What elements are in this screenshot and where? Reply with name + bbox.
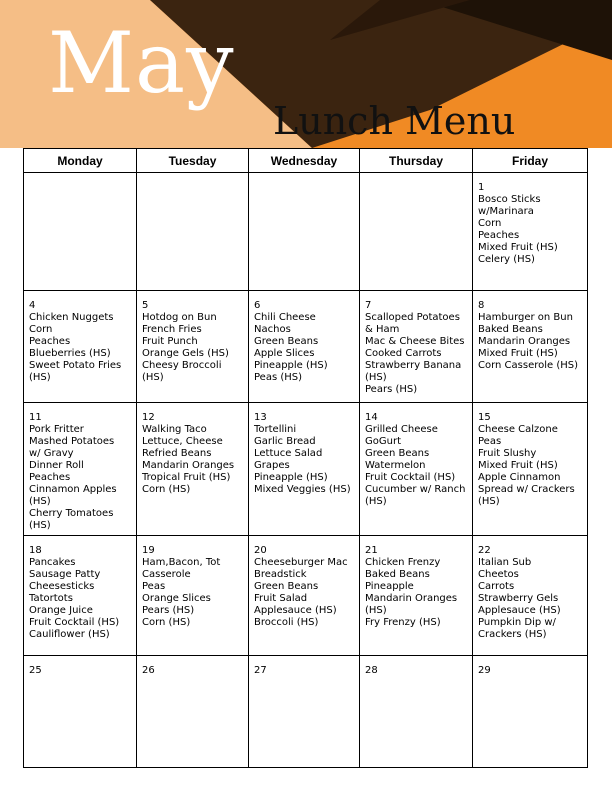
menu-item: Cinnamon Apples (29, 484, 117, 495)
menu-item: (HS) (365, 372, 387, 383)
day-cell (249, 536, 360, 656)
menu-item: Pineapple (365, 581, 414, 592)
menu-item: Spread w/ Crackers (478, 484, 575, 495)
menu-item: (HS) (365, 496, 387, 507)
day-cell (24, 173, 137, 291)
menu-item: Crackers (HS) (478, 629, 547, 640)
weekday-header-friday: Friday (473, 149, 587, 173)
lunch-calendar (23, 148, 588, 768)
menu-item: Pancakes (29, 557, 76, 568)
menu-item: Mixed Fruit (HS) (478, 242, 558, 253)
menu-item: Watermelon (365, 460, 426, 471)
menu-item: Mac & Cheese Bites (365, 336, 465, 347)
day-cell (473, 656, 587, 767)
menu-item: Cheeseburger Mac (254, 557, 348, 568)
menu-item: Pineapple (HS) (254, 472, 328, 483)
menu-item: Mandarin Oranges (142, 460, 235, 471)
menu-item: Mashed Potatoes (29, 436, 115, 447)
day-cell (137, 291, 249, 403)
weekday-header-monday: Monday (24, 149, 137, 173)
menu-item: Broccoli (HS) (254, 617, 319, 628)
day-cell (249, 403, 360, 536)
menu-item: Orange Juice (29, 605, 93, 616)
menu-item: Applesauce (HS) (254, 605, 337, 616)
menu-item: Green Beans (365, 448, 430, 459)
month-title: May (48, 14, 235, 112)
menu-title: Lunch Menu (273, 99, 516, 143)
menu-item: Cauliflower (HS) (29, 629, 110, 640)
day-number: 27 (254, 665, 267, 676)
day-cell (473, 173, 587, 291)
menu-item: Peas (HS) (254, 372, 303, 383)
menu-item: Pears (HS) (142, 605, 195, 616)
day-number: 29 (478, 665, 491, 676)
day-cell (137, 173, 249, 291)
day-number: 20 (254, 545, 267, 556)
menu-item: (HS) (478, 496, 500, 507)
menu-item: Peas (142, 581, 166, 592)
menu-item: Scalloped Potatoes (365, 312, 460, 323)
menu-item: Cheese Calzone (478, 424, 558, 435)
day-cell (473, 403, 587, 536)
menu-item: Peaches (29, 336, 71, 347)
menu-item: Peaches (29, 472, 71, 483)
menu-item: Mandarin Oranges (365, 593, 458, 604)
day-number: 13 (254, 412, 267, 423)
day-number: 18 (29, 545, 42, 556)
menu-item: Fry Frenzy (HS) (365, 617, 441, 628)
menu-item: Peaches (478, 230, 520, 241)
menu-item: Cheetos (478, 569, 519, 580)
header-banner (0, 0, 612, 148)
menu-item: Fruit Salad (254, 593, 308, 604)
menu-item: Orange Slices (142, 593, 211, 604)
menu-item: Mixed Fruit (HS) (478, 348, 558, 359)
menu-item: Pumpkin Dip w/ (478, 617, 556, 628)
day-cell (137, 656, 249, 767)
menu-item: Pork Fritter (29, 424, 84, 435)
menu-item: Baked Beans (478, 324, 543, 335)
menu-item: Baked Beans (365, 569, 430, 580)
menu-item: Fruit Punch (142, 336, 198, 347)
day-cell (360, 173, 473, 291)
day-number: 12 (142, 412, 155, 423)
menu-item: Chicken Nuggets (29, 312, 114, 323)
menu-item: Lettuce Salad (254, 448, 323, 459)
menu-item: Cucumber w/ Ranch (365, 484, 466, 495)
menu-item: (HS) (142, 372, 164, 383)
day-number: 15 (478, 412, 491, 423)
menu-item: (HS) (29, 496, 51, 507)
menu-item: Hotdog on Bun (142, 312, 217, 323)
day-cell (473, 291, 587, 403)
menu-item: Green Beans (254, 336, 319, 347)
menu-item: Grapes (254, 460, 290, 471)
day-number: 6 (254, 300, 261, 311)
menu-item: Cheesy Broccoli (142, 360, 222, 371)
menu-item: Cheesesticks (29, 581, 95, 592)
menu-item: Walking Taco (142, 424, 207, 435)
menu-item: Fruit Slushy (478, 448, 537, 459)
menu-item: Mixed Fruit (HS) (478, 460, 558, 471)
menu-item: Casserole (142, 569, 191, 580)
menu-item: Tatortots (29, 593, 73, 604)
menu-item: Lettuce, Cheese (142, 436, 223, 447)
menu-item: Fruit Cocktail (HS) (29, 617, 120, 628)
menu-item: Garlic Bread (254, 436, 316, 447)
day-cell (360, 403, 473, 536)
day-cell (24, 403, 137, 536)
day-number: 4 (29, 300, 36, 311)
menu-item: Cherry Tomatoes (29, 508, 114, 519)
menu-item: Tortellini (254, 424, 297, 435)
menu-item: Sweet Potato Fries (29, 360, 122, 371)
menu-item: Mixed Veggies (HS) (254, 484, 351, 495)
day-number: 8 (478, 300, 485, 311)
menu-item: Applesauce (HS) (478, 605, 561, 616)
menu-item: GoGurt (365, 436, 401, 447)
menu-item: Refried Beans (142, 448, 212, 459)
day-cell (24, 536, 137, 656)
menu-item: & Ham (365, 324, 400, 335)
day-cell (24, 656, 137, 767)
menu-item: Apple Slices (254, 348, 315, 359)
day-number: 25 (29, 665, 42, 676)
menu-item: Breadstick (254, 569, 307, 580)
menu-item: Italian Sub (478, 557, 532, 568)
menu-item: Tropical Fruit (HS) (142, 472, 231, 483)
menu-item: Dinner Roll (29, 460, 84, 471)
day-cell (249, 173, 360, 291)
menu-item: Sausage Patty (29, 569, 101, 580)
menu-item: Peas (478, 436, 502, 447)
menu-item: Chili Cheese (254, 312, 316, 323)
menu-item: Corn (HS) (142, 617, 191, 628)
day-number: 5 (142, 300, 149, 311)
weekday-header-wednesday: Wednesday (249, 149, 360, 173)
day-cell (249, 656, 360, 767)
menu-item: French Fries (142, 324, 202, 335)
menu-item: Ham,Bacon, Tot (142, 557, 221, 568)
day-number: 19 (142, 545, 155, 556)
day-cell (360, 656, 473, 767)
menu-item: Pineapple (HS) (254, 360, 328, 371)
day-cell (137, 536, 249, 656)
weekday-header-thursday: Thursday (360, 149, 473, 173)
day-cell (360, 536, 473, 656)
menu-item: Pears (HS) (365, 384, 418, 395)
menu-item: (HS) (29, 520, 51, 531)
day-cell (473, 536, 587, 656)
menu-item: Nachos (254, 324, 291, 335)
menu-item: Apple Cinnamon (478, 472, 561, 483)
day-number: 14 (365, 412, 378, 423)
menu-item: (HS) (29, 372, 51, 383)
weekday-header-tuesday: Tuesday (137, 149, 249, 173)
day-cell (249, 291, 360, 403)
menu-item: Strawberry Banana (365, 360, 462, 371)
menu-item: (HS) (365, 605, 387, 616)
menu-item: Blueberries (HS) (29, 348, 111, 359)
menu-item: Green Beans (254, 581, 319, 592)
menu-item: Celery (HS) (478, 254, 535, 265)
day-number: 28 (365, 665, 378, 676)
day-number: 1 (478, 182, 485, 193)
menu-item: Corn Casserole (HS) (478, 360, 579, 371)
menu-item: Carrots (478, 581, 515, 592)
day-cell (360, 291, 473, 403)
menu-item: Fruit Cocktail (HS) (365, 472, 456, 483)
menu-item: Strawberry Gels (478, 593, 559, 604)
menu-item: Hamburger on Bun (478, 312, 573, 323)
menu-item: Cooked Carrots (365, 348, 442, 359)
day-number: 22 (478, 545, 491, 556)
menu-item: Corn (HS) (142, 484, 191, 495)
day-cell (24, 291, 137, 403)
day-number: 21 (365, 545, 378, 556)
menu-item: Mandarin Oranges (478, 336, 571, 347)
menu-item: Corn (29, 324, 53, 335)
menu-item: Corn (478, 218, 502, 229)
day-number: 7 (365, 300, 372, 311)
menu-item: w/Marinara (478, 206, 534, 217)
menu-item: Orange Gels (HS) (142, 348, 229, 359)
menu-item: Chicken Frenzy (365, 557, 441, 568)
day-cell (137, 403, 249, 536)
menu-item: Bosco Sticks (478, 194, 541, 205)
day-number: 11 (29, 412, 42, 423)
day-number: 26 (142, 665, 155, 676)
menu-item: w/ Gravy (29, 448, 74, 459)
menu-item: Grilled Cheese (365, 424, 438, 435)
